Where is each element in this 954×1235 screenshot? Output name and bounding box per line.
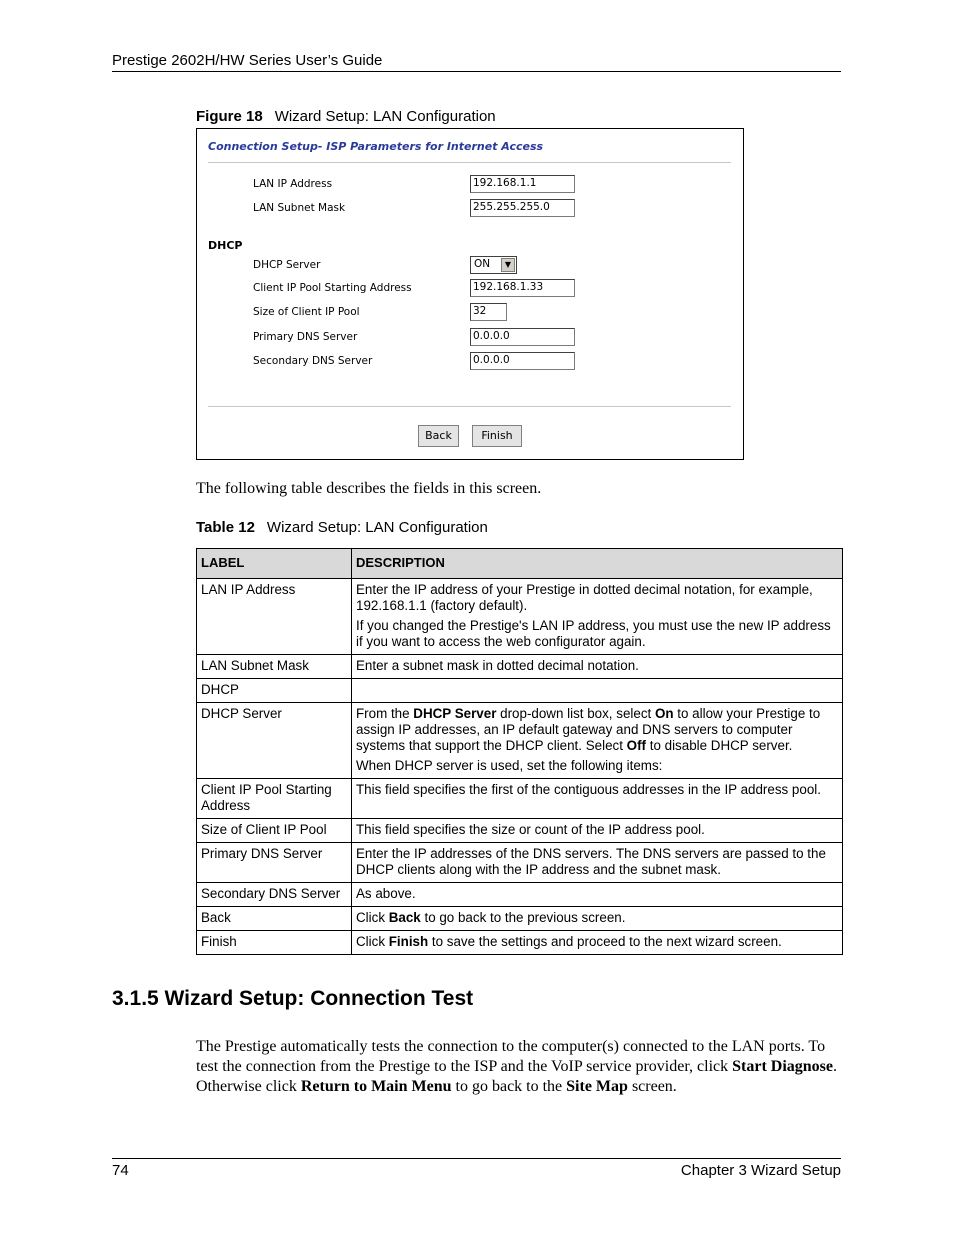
table-row [197, 779, 843, 819]
table-row [197, 907, 843, 931]
secondary-dns-label: Secondary DNS Server [253, 355, 373, 367]
text-run: screen. [627, 1078, 677, 1095]
col-label-header: LABEL [197, 549, 352, 579]
desc-para [356, 706, 838, 754]
footer-rule [112, 1158, 841, 1159]
row-description: Enter a subnet mask in dotted decimal notation. [352, 655, 843, 679]
row-label: Finish [197, 931, 352, 955]
bold-term: Site Map [566, 1078, 628, 1095]
desc-para: Enter the IP address of your Prestige in dotted decimal notation, for example, 192.168.1.1 (factory default). [356, 582, 813, 613]
title-divider [208, 162, 731, 163]
dhcp-server-label: DHCP Server [253, 259, 321, 271]
row-description: This field specifies the first of the contiguous addresses in the IP address pool. [352, 779, 843, 819]
text-run: to go back to the previous screen. [420, 910, 626, 925]
running-header: Prestige 2602H/HW Series User’s Guide [112, 52, 383, 69]
row-description [352, 907, 843, 931]
lan-ip-label: LAN IP Address [253, 178, 333, 190]
text-run: to save the settings and proceed to the next wizard screen. [428, 934, 782, 949]
pool-size-input[interactable]: 32 [470, 303, 507, 321]
table-row [197, 679, 843, 703]
table-header-row [197, 549, 843, 579]
description-table [196, 548, 843, 955]
figure-label: Figure 18 [196, 108, 263, 125]
bold-term: Back [388, 910, 421, 925]
dhcp-server-value: ON [474, 258, 491, 270]
row-label: DHCP [197, 679, 352, 703]
table-caption [196, 519, 488, 536]
bold-term: DHCP Server [413, 706, 497, 721]
header-rule [112, 71, 841, 72]
table-row [197, 703, 843, 779]
desc-para: When DHCP server is used, set the following items: [356, 758, 663, 773]
row-label: DHCP Server [197, 703, 352, 779]
table-row [197, 655, 843, 679]
row-description: This field specifies the size or count of the IP address pool. [352, 819, 843, 843]
page-number: 74 [112, 1162, 129, 1179]
row-label: Back [197, 907, 352, 931]
col-desc-header: DESCRIPTION [352, 549, 843, 579]
row-label: LAN IP Address [197, 579, 352, 655]
dhcp-heading: DHCP [208, 239, 243, 252]
chevron-down-icon[interactable]: ▼ [501, 258, 515, 272]
row-label: LAN Subnet Mask [197, 655, 352, 679]
table-row [197, 883, 843, 907]
row-label: Client IP Pool Starting Address [197, 779, 352, 819]
text-run: Click [356, 934, 389, 949]
text-run: . Otherwise click [196, 1058, 838, 1095]
primary-dns-label: Primary DNS Server [253, 331, 358, 343]
section-heading: 3.1.5 Wizard Setup: Connection Test [112, 987, 474, 1010]
bold-term: Finish [388, 934, 429, 949]
lan-subnet-input[interactable]: 255.255.255.0 [470, 199, 575, 217]
row-label: Secondary DNS Server [197, 883, 352, 907]
bold-term: Start Diagnose [732, 1058, 834, 1075]
table-row [197, 819, 843, 843]
row-description: Enter the IP addresses of the DNS servers. The DNS servers are passed to the DHCP clients along with the IP address and the subnet mask. [352, 843, 843, 883]
table-row [197, 579, 843, 655]
text-run: Click [356, 910, 389, 925]
screen-title: Connection Setup- ISP Parameters for Internet Access [208, 140, 544, 153]
bold-term: On [654, 706, 674, 721]
pool-start-input[interactable]: 192.168.1.33 [470, 279, 575, 297]
table-row [197, 931, 843, 955]
lan-subnet-label: LAN Subnet Mask [253, 202, 346, 214]
figure-caption [196, 108, 496, 125]
dhcp-server-select[interactable] [470, 256, 517, 274]
text-run: to disable DHCP server. [646, 738, 793, 753]
section-paragraph [196, 1037, 841, 1097]
row-description [352, 679, 843, 703]
row-description [352, 703, 843, 779]
chapter-title: Chapter 3 Wizard Setup [680, 1162, 841, 1179]
row-description: As above. [352, 883, 843, 907]
row-description [352, 931, 843, 955]
text-run: From the [356, 706, 414, 721]
text-run: to allow your Prestige to assign IP addresses, an IP default gateway and DNS servers to computer systems that support the DHCP client. Select [356, 706, 821, 753]
table-label: Table 12 [196, 519, 255, 536]
button-divider [208, 406, 731, 407]
table-caption-text: Wizard Setup: LAN Configuration [266, 519, 488, 536]
intro-text: The following table describes the fields in this screen. [196, 480, 542, 497]
desc-para: If you changed the Prestige's LAN IP address, you must use the new IP address if you want to access the web configurator again. [356, 618, 831, 649]
pool-start-label: Client IP Pool Starting Address [253, 282, 412, 294]
row-label: Primary DNS Server [197, 843, 352, 883]
secondary-dns-input[interactable]: 0.0.0.0 [470, 352, 575, 370]
back-button[interactable]: Back [418, 425, 459, 447]
finish-button[interactable]: Finish [472, 425, 522, 447]
bold-term: Return to Main Menu [300, 1078, 452, 1095]
figure-caption-text: Wizard Setup: LAN Configuration [274, 108, 496, 125]
primary-dns-input[interactable]: 0.0.0.0 [470, 328, 575, 346]
lan-ip-input[interactable]: 192.168.1.1 [470, 175, 575, 193]
table-row [197, 843, 843, 883]
text-run: drop-down list box, select [496, 706, 655, 721]
row-label: Size of Client IP Pool [197, 819, 352, 843]
text-run: The Prestige automatically tests the connection to the computer(s) connected to the LAN ports. To test the connection from the Prestige to the ISP and the VoIP service provider, click [196, 1038, 826, 1075]
text-run: to go back to the [451, 1078, 567, 1095]
bold-term: Off [626, 738, 647, 753]
lan-config-screenshot [196, 128, 744, 460]
pool-size-label: Size of Client IP Pool [253, 306, 360, 318]
row-description [352, 579, 843, 655]
